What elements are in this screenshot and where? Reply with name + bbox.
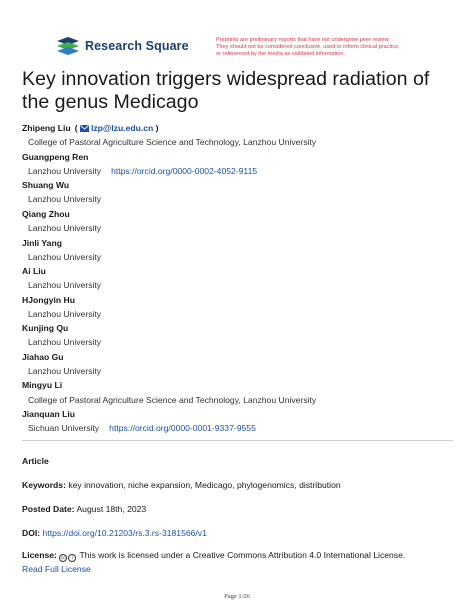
author-affiliation: Lanzhou University bbox=[28, 366, 102, 377]
header bbox=[0, 0, 474, 62]
author-entry bbox=[22, 378, 462, 407]
author-affiliation: Lanzhou University bbox=[28, 308, 102, 319]
doi-link[interactable]: https://doi.org/10.21203/rs.3.rs-3181566/v1 bbox=[42, 528, 207, 538]
keywords-label: Keywords: bbox=[22, 480, 66, 490]
author-name: Guangpeng Ren bbox=[22, 151, 89, 162]
author-entry bbox=[22, 178, 462, 207]
disclaimer-line: They should not be considered conclusive, used to inform clinical practice, bbox=[216, 44, 400, 50]
page-number: Page 1/26 bbox=[224, 593, 250, 600]
section-divider bbox=[22, 440, 453, 441]
read-license-row bbox=[22, 564, 462, 574]
doi-row bbox=[22, 528, 462, 538]
author-name: Ai Liu bbox=[22, 266, 46, 277]
disclaimer-line: Preprints are preliminary reports that have not undergone peer review. bbox=[216, 37, 390, 43]
license-row bbox=[22, 550, 462, 562]
author-affiliation: College of Pastoral Agriculture Science and Technology, Lanzhou University bbox=[28, 137, 317, 148]
author-name: Qiang Zhou bbox=[22, 208, 70, 219]
author-affiliation: Lanzhou University bbox=[28, 223, 102, 234]
author-affiliation: College of Pastoral Agriculture Science and Technology, Lanzhou University bbox=[28, 394, 317, 405]
author-affiliation: Lanzhou University bbox=[28, 165, 102, 176]
orcid-link[interactable]: https://orcid.org/0000-0002-4052-9115 bbox=[111, 165, 258, 176]
author-name: Zhipeng Liu bbox=[22, 123, 71, 134]
author-name: Jianquan Liu bbox=[22, 409, 75, 420]
corresponding-email: ( lzp@lzu.edu.cn ) bbox=[74, 123, 159, 134]
author-name: Kunjing Qu bbox=[22, 323, 69, 334]
author-entry bbox=[22, 407, 462, 436]
author-entry bbox=[22, 235, 462, 264]
author-name: Jinli Yang bbox=[22, 237, 62, 248]
research-square-logo[interactable] bbox=[57, 37, 189, 55]
author-name: Shuang Wu bbox=[22, 180, 70, 191]
doi-label: DOI: bbox=[22, 528, 41, 538]
author-affiliation: Lanzhou University bbox=[28, 194, 102, 205]
author-name: Mingyu Li bbox=[22, 380, 63, 391]
preprint-disclaimer bbox=[216, 37, 436, 58]
author-entry bbox=[22, 207, 462, 236]
creative-commons-icon: cc bbox=[61, 555, 66, 560]
author-name: Jiahao Gu bbox=[22, 351, 64, 362]
keywords-row bbox=[22, 480, 462, 490]
author-affiliation: Lanzhou University bbox=[28, 280, 102, 291]
research-square-logo-icon bbox=[57, 37, 79, 55]
email-link[interactable]: lzp@lzu.edu.cn bbox=[90, 123, 154, 134]
author-name: HJongyin Hu bbox=[22, 294, 75, 305]
author-affiliation: Lanzhou University bbox=[28, 337, 102, 348]
author-entry bbox=[22, 350, 462, 379]
author-entry bbox=[22, 293, 462, 322]
article-title: Key innovation triggers widespread radiation of the genus Medicago bbox=[22, 68, 430, 113]
article-type-label: Article bbox=[22, 456, 49, 466]
attribution-icon: i bbox=[68, 554, 76, 562]
license-text: This work is licensed under a Creative Commons Attribution 4.0 International License. bbox=[79, 550, 406, 560]
author-entry bbox=[22, 321, 462, 350]
disclaimer-line: or referenced by the media as validated information. bbox=[216, 51, 346, 57]
orcid-link[interactable]: https://orcid.org/0000-0001-9337-9555 bbox=[109, 423, 256, 434]
keywords-value: key innovation, niche expansion, Medicago, phylogenomics, distribution bbox=[68, 480, 341, 490]
author-entry bbox=[22, 150, 462, 179]
article-type bbox=[22, 456, 462, 466]
posted-date-value: August 18th, 2023 bbox=[76, 504, 147, 514]
author-list bbox=[22, 121, 462, 436]
logo-text: Research Square bbox=[85, 39, 189, 53]
license-label: License: bbox=[22, 550, 57, 560]
author-entry bbox=[22, 121, 462, 150]
author-affiliation: Sichuan University bbox=[28, 423, 100, 434]
read-full-license-link[interactable]: Read Full License bbox=[22, 564, 91, 574]
author-entry bbox=[22, 264, 462, 293]
posted-date-label: Posted Date: bbox=[22, 504, 75, 514]
posted-date-row bbox=[22, 504, 462, 514]
author-affiliation: Lanzhou University bbox=[28, 251, 102, 262]
mail-icon bbox=[80, 125, 89, 132]
